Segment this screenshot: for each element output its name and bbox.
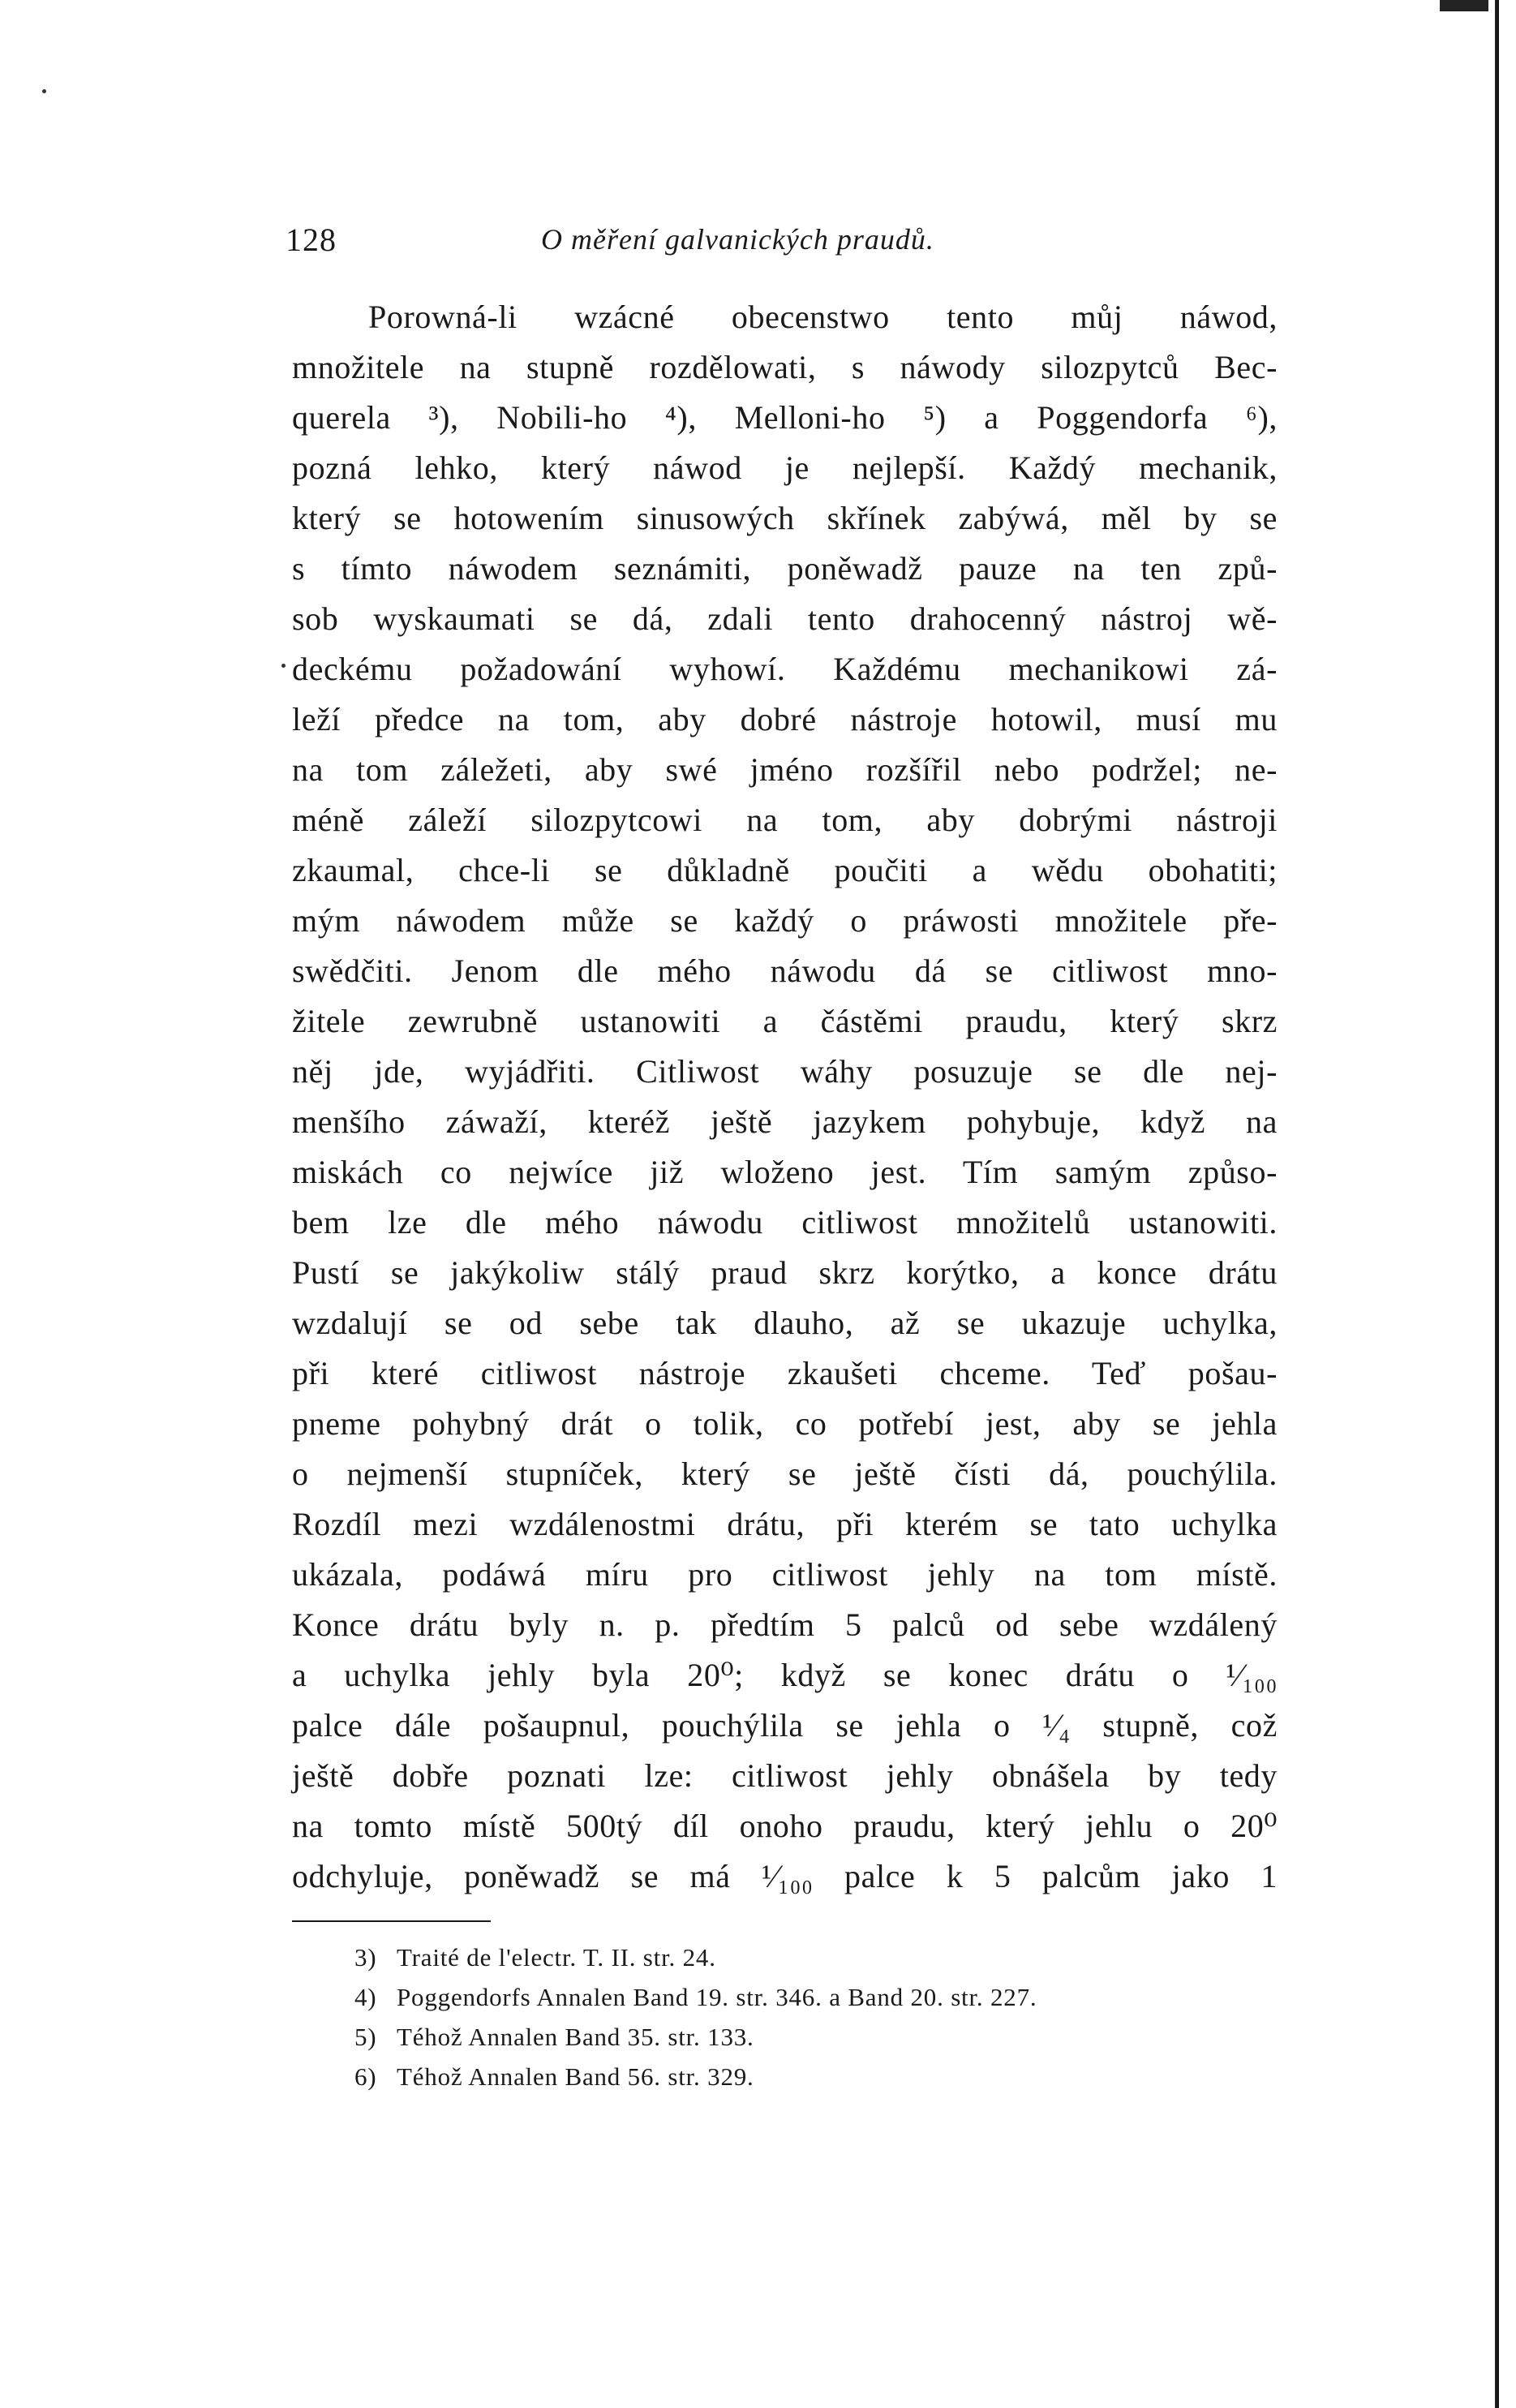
- footnote: [354, 2017, 1287, 2057]
- page-edge-corner: [1440, 0, 1488, 11]
- text-line: leží předce na tom, aby dobré nástroje hotowil, musí mu: [292, 701, 1278, 737]
- text-line: menšího záwaží, kteréž ještě jazykem pohybuje, když na: [292, 1103, 1278, 1140]
- text-line: zkaumal, chce-li se důkladně poučiti a wědu obohatiti;: [292, 852, 1278, 888]
- page-header: [286, 221, 1259, 269]
- running-head: O měření galvanických praudů.: [541, 223, 934, 256]
- scan-speck: [42, 89, 46, 93]
- text-line: na tomto místě 500tý díl onoho praudu, který jehlu o 20⁰: [292, 1808, 1278, 1844]
- text-line: Pustí se jakýkoliw stálý praud skrz korýtko, a konce drátu: [292, 1254, 1278, 1291]
- page-edge-border: [1488, 0, 1516, 2408]
- text-line: pneme pohybný drát o tolik, co potřebí jest, aby se jehla: [292, 1405, 1278, 1442]
- text-line: palce dále pošaupnul, pouchýlila se jehla o ¹⁄₄ stupně, což: [292, 1707, 1278, 1744]
- text-line: něj jde, wyjádřiti. Citliwost wáhy posuzuje se dle nej-: [292, 1053, 1278, 1090]
- text-line: Rozdíl mezi wzdálenostmi drátu, při kterém se tato uchylka: [292, 1506, 1278, 1542]
- text-line: miskách co nejwíce již wloženo jest. Tím samým způso-: [292, 1154, 1278, 1190]
- footnote-rule: [292, 1920, 491, 1922]
- footnote: [354, 1977, 1287, 2017]
- footnote-mark: 4): [354, 1983, 377, 2011]
- text-line: Konce drátu byly n. p. předtím 5 palců od sebe wzdálený: [292, 1606, 1278, 1643]
- footnote-text: Téhož Annalen Band 56. str. 329.: [397, 2062, 754, 2091]
- footnotes: [354, 1937, 1287, 2096]
- footnote-text: Poggendorfs Annalen Band 19. str. 346. a Band 20. str. 227.: [397, 1983, 1037, 2011]
- footnote-text: Téhož Annalen Band 35. str. 133.: [397, 2023, 754, 2051]
- scan-speck: [281, 664, 286, 668]
- body-text: [292, 292, 1278, 1902]
- footnote: [354, 1937, 1287, 1977]
- text-line: swědčiti. Jenom dle mého náwodu dá se citliwost mno-: [292, 952, 1278, 989]
- text-line: Porowná-li wzácné obecenstwo tento můj náwod,: [368, 299, 1278, 335]
- text-line: pozná lehko, který náwod je nejlepší. Každý mechanik,: [292, 449, 1278, 486]
- text-line: wzdalují se od sebe tak dlauho, až se ukazuje uchylka,: [292, 1305, 1278, 1341]
- footnote-text: Traité de l'electr. T. II. str. 24.: [397, 1943, 716, 1972]
- text-line: množitele na stupně rozdělowati, s náwody silozpytců Bec-: [292, 349, 1278, 385]
- text-line: na tom záležeti, aby swé jméno rozšířil nebo podržel; ne-: [292, 751, 1278, 788]
- footnote-mark: 5): [354, 2023, 377, 2051]
- text-line: méně záleží silozpytcowi na tom, aby dobrými nástroji: [292, 802, 1278, 838]
- text-line: odchyluje, poněwadž se má ¹⁄₁₀₀ palce k 5 palcům jako 1: [292, 1858, 1278, 1894]
- page-number: 128: [286, 221, 337, 258]
- text-line: ještě dobře poznati lze: citliwost jehly obnášela by tedy: [292, 1757, 1278, 1794]
- footnote-mark: 3): [354, 1943, 377, 1972]
- text-line: žitele zewrubně ustanowiti a částěmi praudu, který skrz: [292, 1003, 1278, 1039]
- text-line: a uchylka jehly byla 20⁰; když se konec drátu o ¹⁄₁₀₀: [292, 1657, 1278, 1693]
- text-line: deckému požadowání wyhowí. Každému mechanikowi zá-: [292, 651, 1278, 687]
- text-line: ukázala, podáwá míru pro citliwost jehly na tom místě.: [292, 1556, 1278, 1593]
- footnote: [354, 2057, 1287, 2096]
- text-line: sob wyskaumati se dá, zdali tento drahocenný nástroj wě-: [292, 600, 1278, 637]
- text-line: o nejmenší stupníček, který se ještě čísti dá, pouchýlila.: [292, 1456, 1278, 1492]
- text-line: při které citliwost nástroje zkaušeti chceme. Teď pošau-: [292, 1355, 1278, 1391]
- text-line: querela ³), Nobili-ho ⁴), Melloni-ho ⁵) a Poggendorfa ⁶),: [292, 399, 1278, 436]
- text-line: s tímto náwodem seznámiti, poněwadž pauze na ten způ-: [292, 550, 1278, 587]
- text-line: který se hotowením sinusowých skřínek zabýwá, měl by se: [292, 500, 1278, 536]
- text-line: mým náwodem může se každý o práwosti množitele pře-: [292, 902, 1278, 939]
- footnote-mark: 6): [354, 2062, 377, 2091]
- text-line: bem lze dle mého náwodu citliwost množitelů ustanowiti.: [292, 1204, 1278, 1241]
